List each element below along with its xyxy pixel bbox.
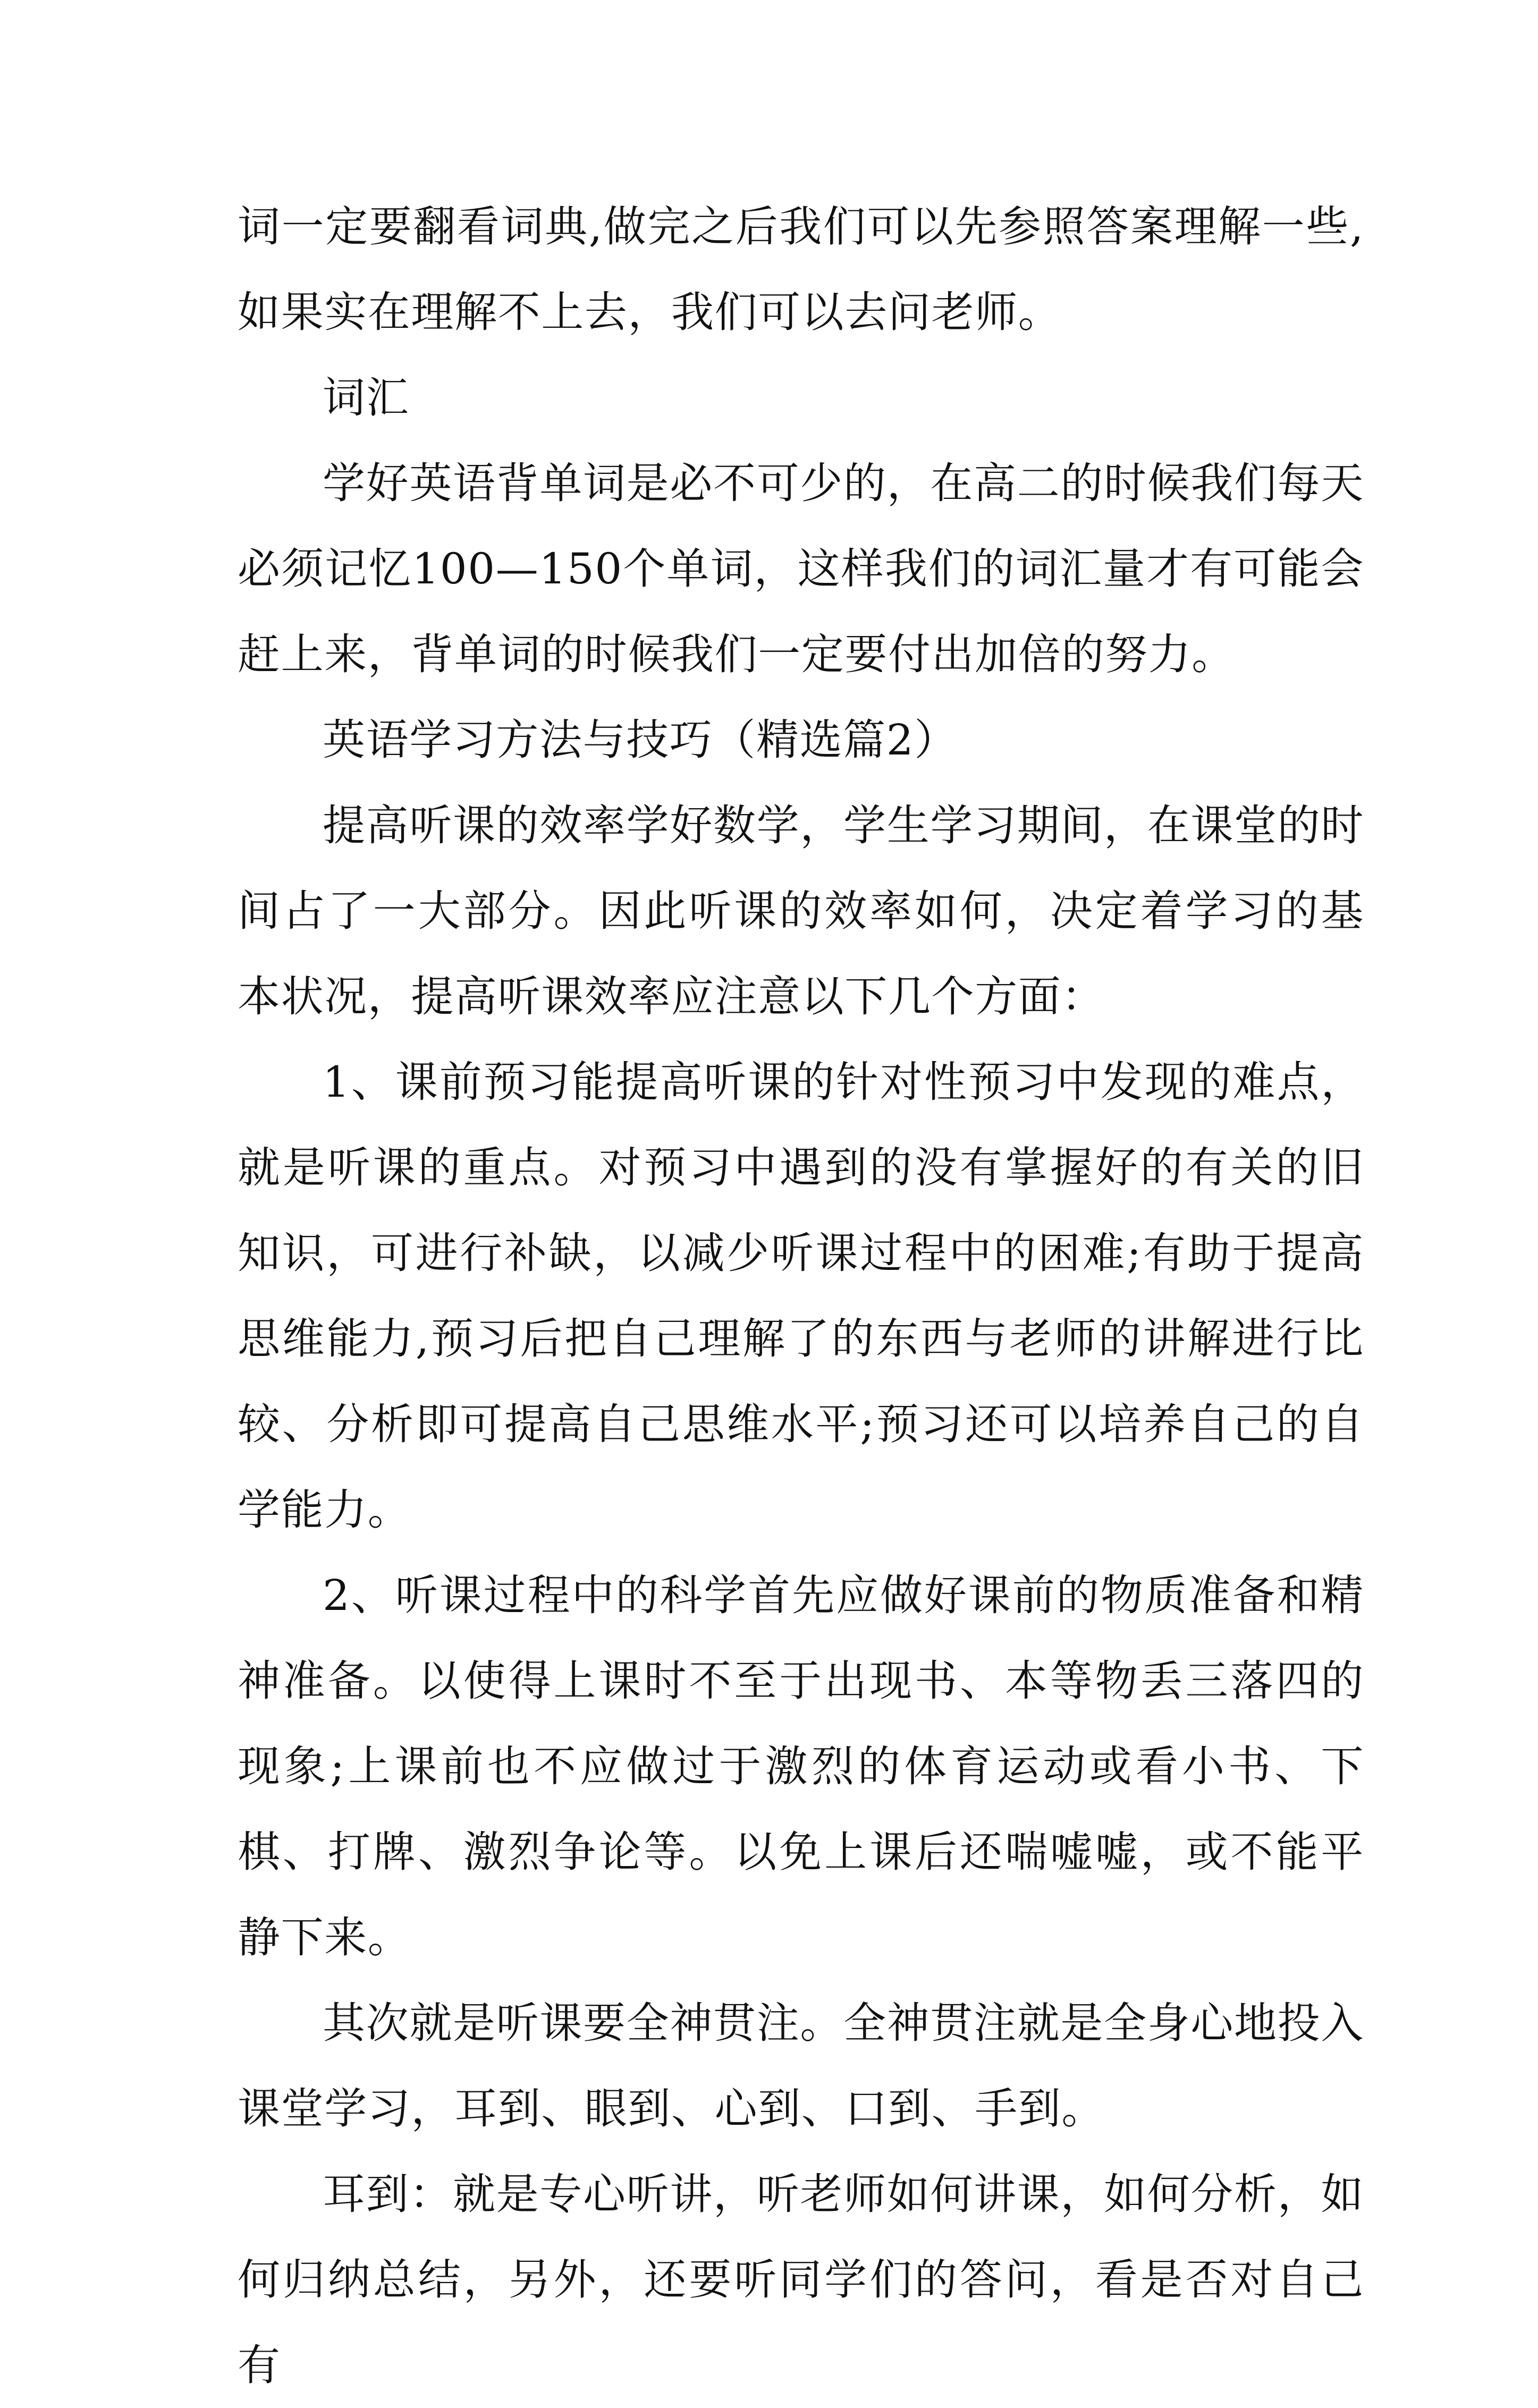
paragraph-point-2: 2、听课过程中的科学首先应做好课前的物质准备和精神准备。以使得上课时不至于出现书、本等物丢三落四的现象;上课前也不应做过于激烈的体育运动或看小书、下棋、打牌、激烈争论等。以免上课后还喘嘘嘘，或不能平静下来。 xyxy=(238,1571,1364,1962)
paragraph-full-attention: 其次就是听课要全神贯注。全神贯注就是全身心地投入课堂学习，耳到、眼到、心到、口到、手到。 xyxy=(238,1998,1364,2133)
paragraph-vocabulary: 学好英语背单词是必不可少的，在高二的时候我们每天必须记忆100—150个单词，这样我们的词汇量才有可能会赶上来，背单词的时候我们一定要付出加倍的努力。 xyxy=(238,459,1364,679)
paragraph-listening-efficiency: 提高听课的效率学好数学，学生学习期间，在课堂的时间占了一大部分。因此听课的效率如何，决定着学习的基本状况，提高听课效率应注意以下几个方面： xyxy=(238,801,1364,1021)
section-heading-vocabulary: 词汇 xyxy=(323,373,410,422)
paragraph-continuation: 词一定要翻看词典,做完之后我们可以先参照答案理解一些,如果实在理解不上去，我们可以去问老师。 xyxy=(238,202,1364,337)
paragraph-ears: 耳到：就是专心听讲，听老师如何讲课，如何分析，如何归纳总结，另外，还要听同学们的答问，看是否对自己有 xyxy=(238,2169,1364,2390)
paragraph-point-1: 1、课前预习能提高听课的针对性预习中发现的难点，就是听课的重点。对预习中遇到的没有掌握好的有关的旧知识，可进行补缺，以减少听课过程中的困难;有助于提高思维能力,预习后把自己理解了的东西与老师的讲解进行比较、分析即可提高自己思维水平;预习还可以培养自己的自学能力。 xyxy=(238,1057,1364,1534)
section-heading-part-2: 英语学习方法与技巧（精选篇2） xyxy=(323,715,958,765)
document-body xyxy=(238,184,1364,2408)
